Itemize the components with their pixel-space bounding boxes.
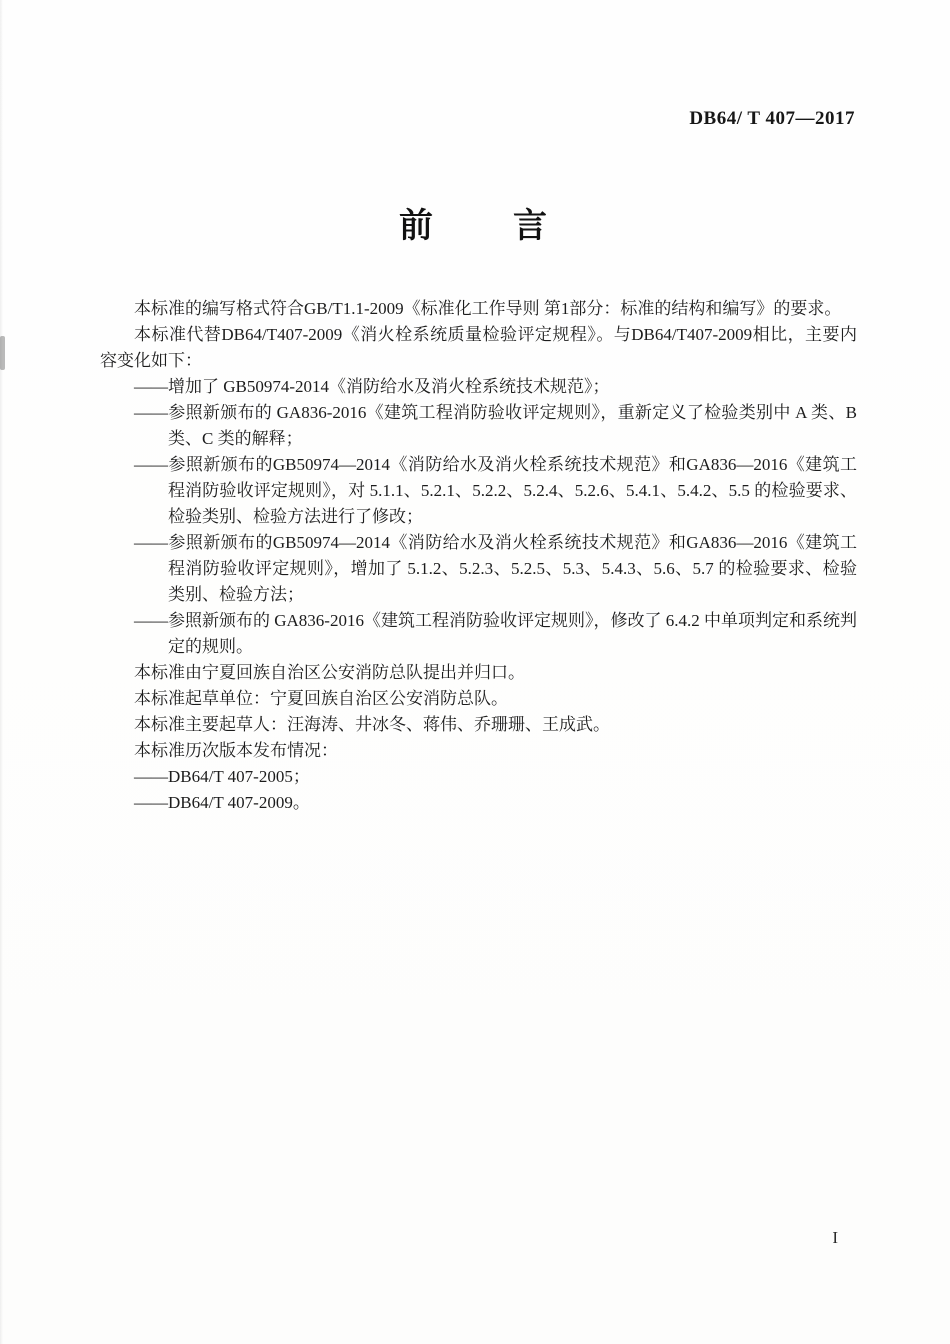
paragraph: ——增加了 GB50974-2014《消防给水及消火栓系统技术规范》； (134, 377, 610, 396)
scan-speck (0, 336, 5, 370)
paragraph: 本标准起草单位：宁夏回族自治区公安消防总队。 (134, 689, 508, 708)
paragraph: ——参照新颁布的 GA836-2016《建筑工程消防验收评定规则》，修改了 6.4.2 中单项判定和系统判定的规则。 (134, 611, 857, 656)
paragraph: ——参照新颁布的GB50974—2014《消防给水及消火栓系统技术规范》和GA836—2016《建筑工程消防验收评定规则》，增加了 5.1.2、5.2.3、5.2.5、5.3、5.4.3、5.6、5.7 的检验要求、检验类别、检验方法； (134, 533, 857, 604)
paragraph: 本标准由宁夏回族自治区公安消防总队提出并归口。 (134, 663, 525, 682)
paragraph: ——DB64/T 407-2009。 (134, 793, 310, 812)
document-number: DB64/ T 407—2017 (689, 108, 855, 129)
paragraph: 本标准主要起草人：汪海涛、井冰冬、蒋伟、乔珊珊、王成武。 (134, 715, 610, 734)
paragraph: ——DB64/T 407-2005； (134, 767, 310, 786)
page-number: I (832, 1228, 838, 1247)
document-body (100, 296, 857, 816)
paragraph: 本标准历次版本发布情况： (134, 741, 338, 760)
paragraph: 本标准的编写格式符合GB/T1.1-2009《标准化工作导则 第1部分：标准的结构和编写》的要求。 (134, 299, 842, 318)
paragraph: ——参照新颁布的 GA836-2016《建筑工程消防验收评定规则》，重新定义了检验类别中 A 类、B 类、C 类的解释； (134, 403, 857, 448)
paragraph: ——参照新颁布的GB50974—2014《消防给水及消火栓系统技术规范》和GA836—2016《建筑工程消防验收评定规则》，对 5.1.1、5.2.1、5.2.2、5.2.4、5.2.6、5.4.1、5.4.2、5.5 的检验要求、检验类别、检验方法进行了修改； (134, 455, 857, 526)
paragraph: 本标准代替DB64/T407-2009《消火栓系统质量检验评定规程》。与DB64/T407-2009相比，主要内容变化如下： (100, 325, 857, 370)
page-title: 前 言 (399, 208, 551, 245)
